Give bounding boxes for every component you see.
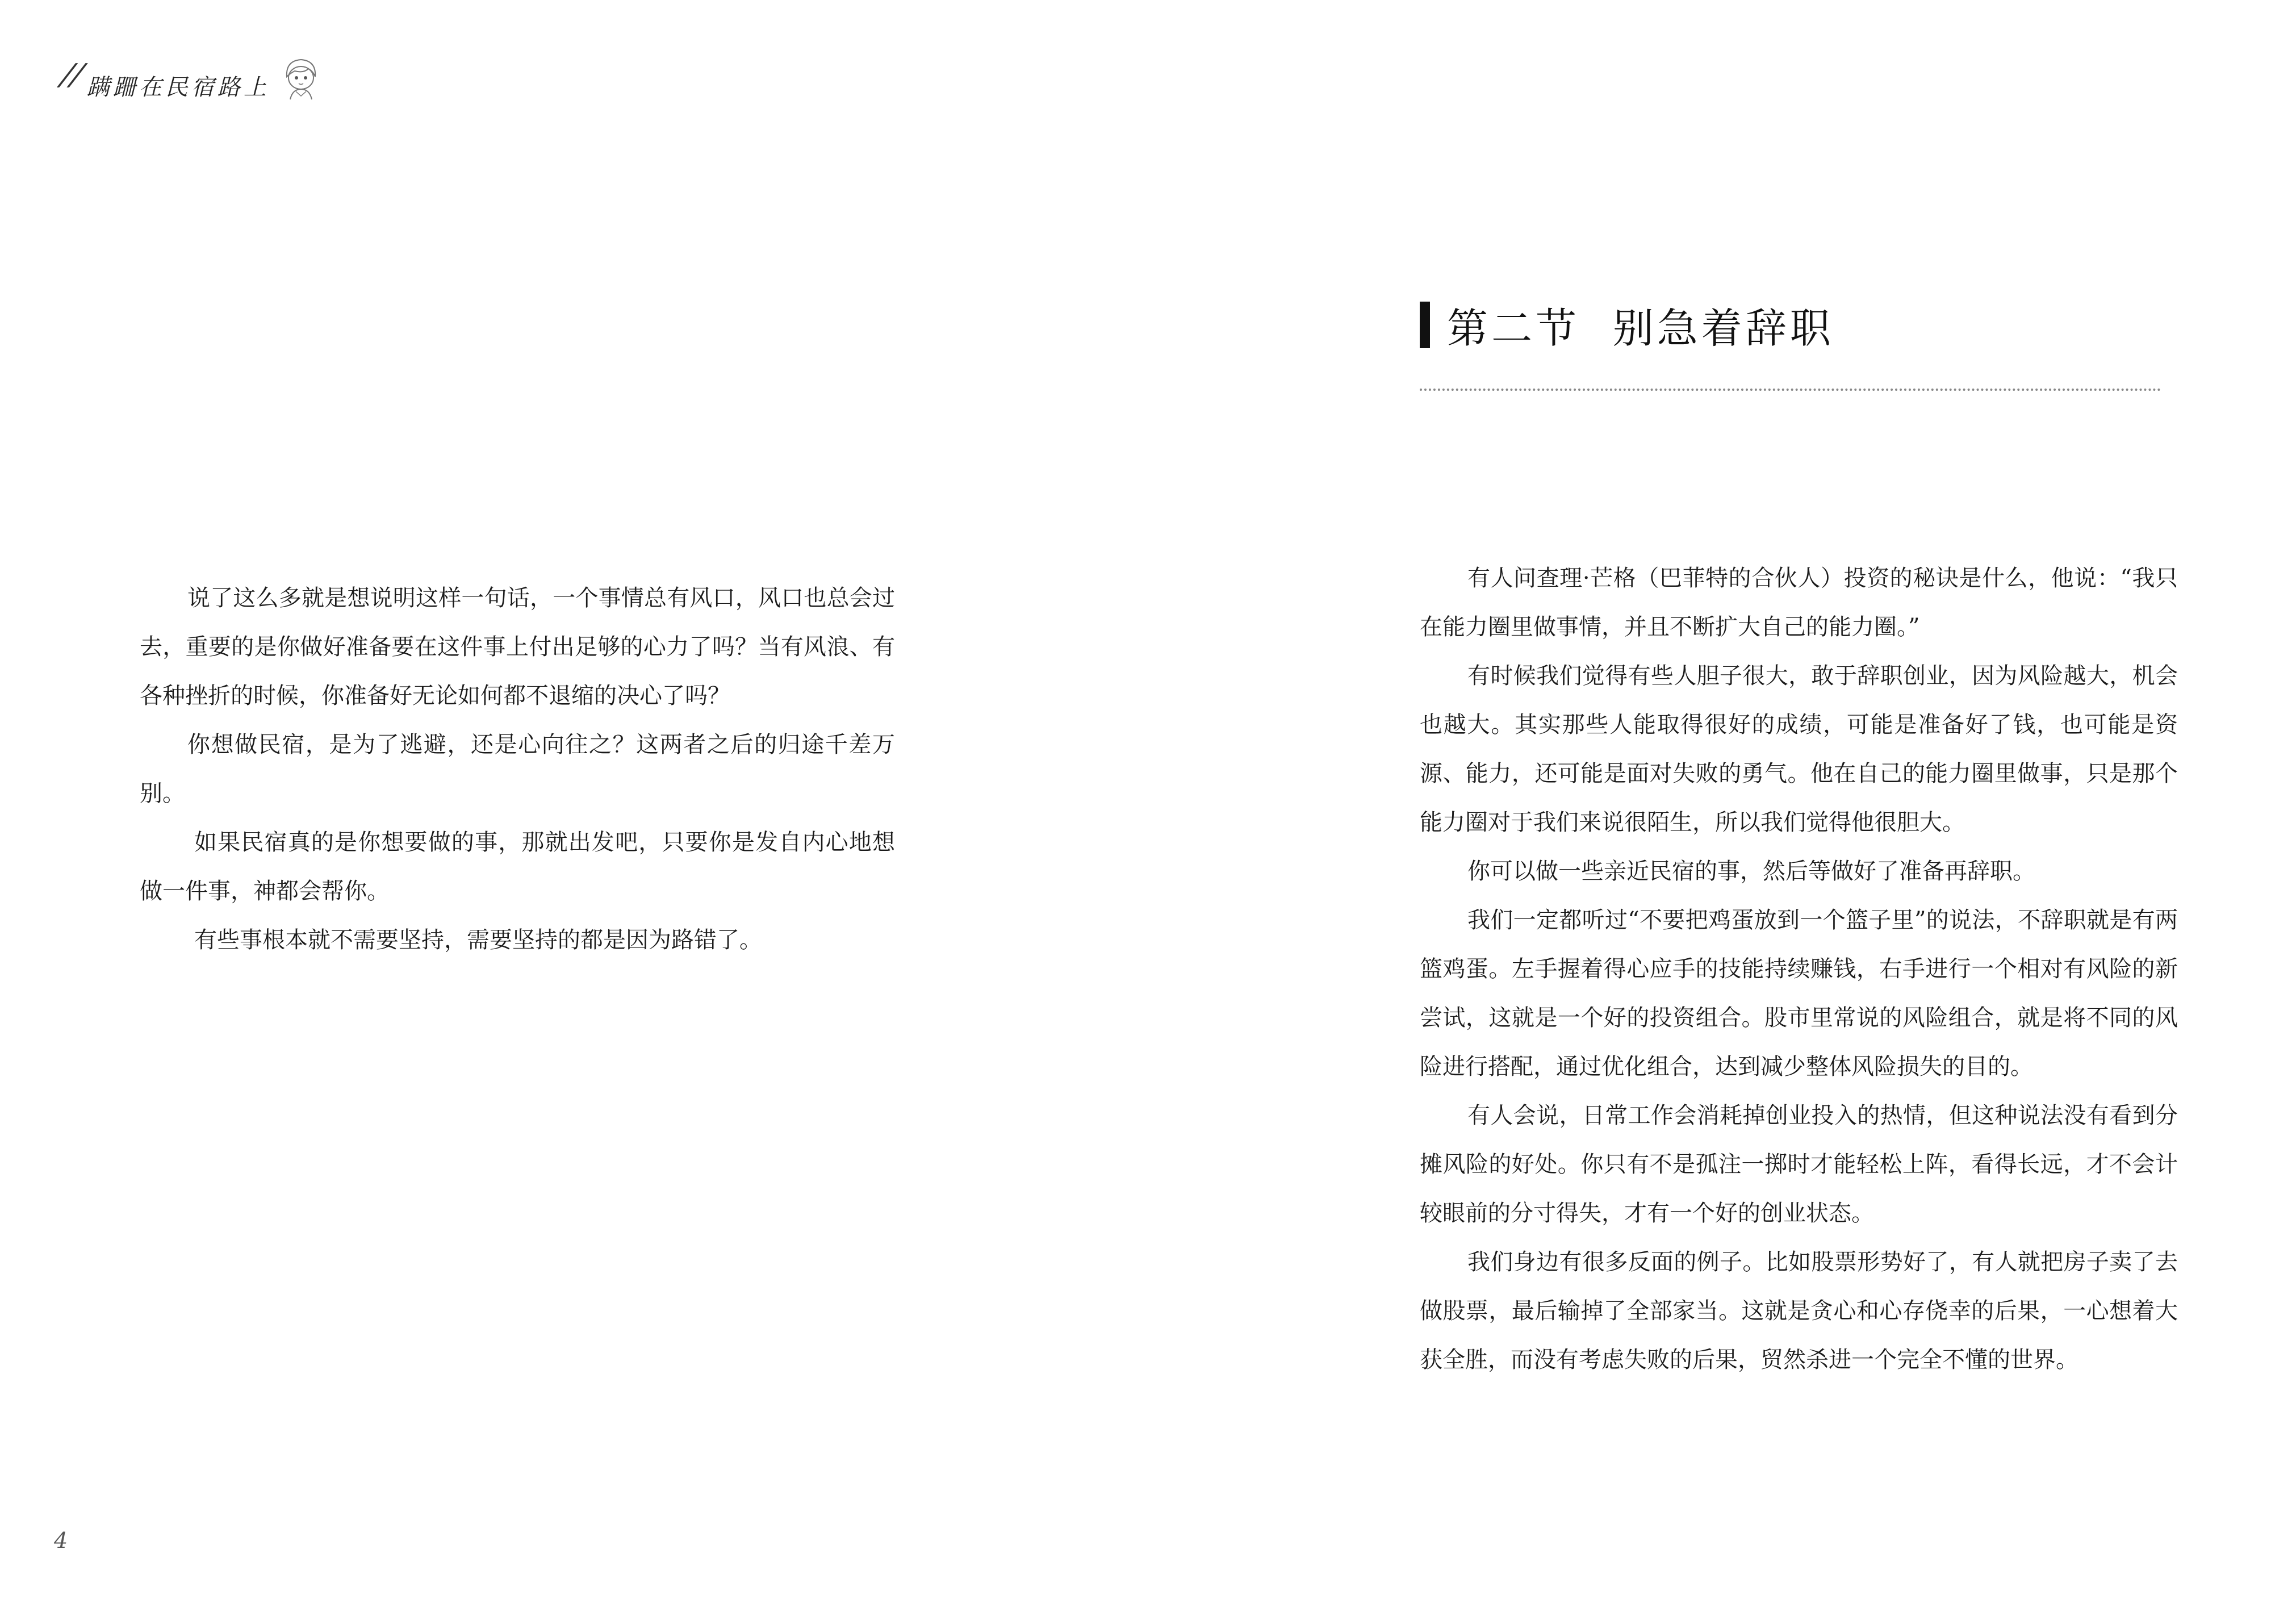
- paragraph: 有人问查理·芒格（巴菲特的合伙人）投资的秘诀是什么，他说：“我只在能力圈里做事情，并且不断扩大自己的能力圈。”: [1420, 565, 2178, 640]
- paragraph: 我们身边有很多反面的例子。比如股票形势好了，有人就把房子卖了去做股票，最后输掉了全部家当。这就是贪心和心存侥幸的后果，一心想着大获全胜，而没有考虑失败的后果，贸然杀进一个完全不懂的世界。: [1420, 1249, 2178, 1373]
- paragraph: 说了这么多就是想说明这样一句话，一个事情总有风口，风口也总会过去，重要的是你做好准备要在这件事上付出足够的心力了吗？当有风浪、有各种挫折的时候，你准备好无论如何都不退缩的决心了吗？: [140, 585, 895, 709]
- left-body-text: [140, 574, 895, 964]
- heading-bar: [1420, 302, 1430, 348]
- paragraph: 有些事根本就不需要坚持，需要坚持的都是因为路错了。: [194, 927, 762, 953]
- paragraph: 有时候我们觉得有些人胆子很大，敢于辞职创业，因为风险越大，机会也越大。其实那些人能取得很好的成绩，可能是准备好了钱，也可能是资源、能力，还可能是面对失败的勇气。他在自己的能力圈里做事，只是那个能力圈对于我们来说很陌生，所以我们觉得他很胆大。: [1420, 663, 2178, 836]
- cartoon-girl-icon: [275, 54, 327, 105]
- paragraph: 有人会说，日常工作会消耗掉创业投入的热情，但这种说法没有看到分摊风险的好处。你只有不是孤注一掷时才能轻松上阵，看得长远，才不会计较眼前的分寸得失，才有一个好的创业状态。: [1420, 1103, 2178, 1226]
- dotted-divider: [1420, 389, 2161, 391]
- section-heading: [1420, 295, 1834, 354]
- section-title: 第二节 别急着辞职: [1447, 304, 1834, 352]
- paragraph: 我们一定都听过“不要把鸡蛋放到一个篮子里”的说法，不辞职就是有两篮鸡蛋。左手握着得心应手的技能持续赚钱，右手进行一个相对有风险的新尝试，这就是一个好的投资组合。股市里常说的风险组合，就是将不同的风险进行搭配，通过优化组合，达到减少整体风险损失的目的。: [1420, 907, 2178, 1080]
- paragraph: 如果民宿真的是你想要做的事，那就出发吧，只要你是发自内心地想做一件事，神都会帮你。: [140, 829, 895, 904]
- paragraph: 你可以做一些亲近民宿的事，然后等做好了准备再辞职。: [1467, 858, 2035, 884]
- quote-marks: //: [55, 58, 91, 92]
- running-header-title: 蹒跚在民宿路上: [87, 74, 270, 101]
- running-header: [55, 57, 327, 114]
- paragraph: 你想做民宿，是为了逃避，还是心向往之？这两者之后的归途千差万别。: [140, 732, 895, 807]
- page-number: 4: [54, 1528, 68, 1553]
- right-body-text: [1420, 554, 2178, 1384]
